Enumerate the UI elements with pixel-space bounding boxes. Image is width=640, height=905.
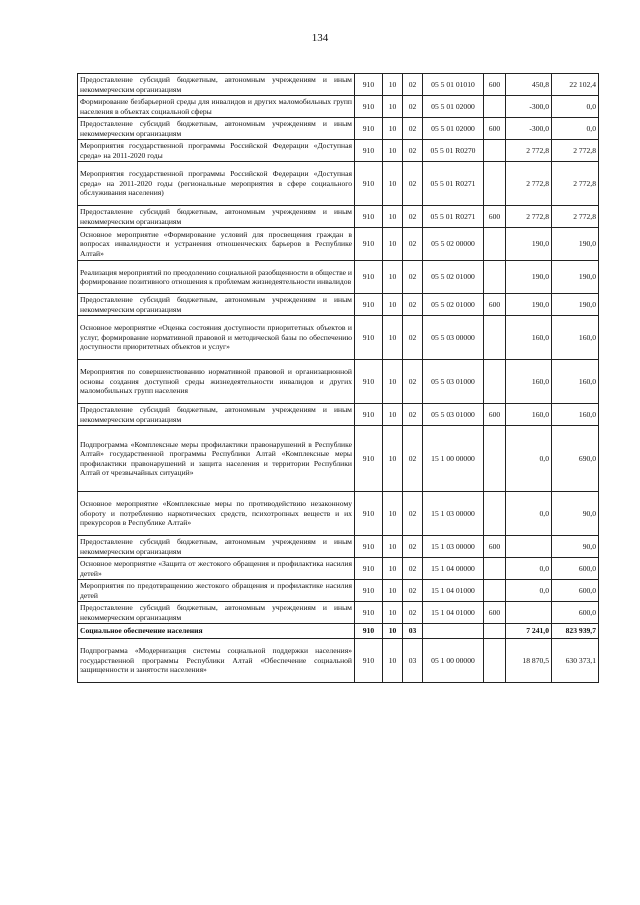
row-target-article-cell: 05 5 02 01000 (423, 261, 484, 294)
row-code-subsection-cell: 02 (403, 536, 423, 558)
row-amount-total-cell: 190,0 (552, 294, 599, 316)
row-expense-type-cell (484, 96, 506, 118)
row-name-cell: Предоставление субсидий бюджетным, автономным учреждениям и иным некоммерческим организациям (78, 404, 355, 426)
row-name-cell: Основное мероприятие «Комплексные меры по противодействию незаконному обороту и потреблению наркотических средств, психотропных веществ и их прекурсоров в Республике Алтай» (78, 492, 355, 536)
table-row (78, 118, 599, 140)
row-amount-total-cell: 630 373,1 (552, 639, 599, 683)
row-code-subsection-cell: 02 (403, 492, 423, 536)
table-row (78, 294, 599, 316)
row-code-section-cell: 10 (383, 580, 403, 602)
row-target-article-cell: 05 5 01 02000 (423, 96, 484, 118)
row-amount-total-cell: 160,0 (552, 316, 599, 360)
row-code-section-cell: 10 (383, 536, 403, 558)
row-code-admin-cell: 910 (355, 316, 383, 360)
row-code-admin-cell: 910 (355, 140, 383, 162)
row-code-section-cell: 10 (383, 261, 403, 294)
row-code-subsection-cell: 03 (403, 624, 423, 639)
table-row (78, 602, 599, 624)
row-code-admin-cell: 910 (355, 206, 383, 228)
row-name-cell: Предоставление субсидий бюджетным, автономным учреждениям и иным некоммерческим организациям (78, 206, 355, 228)
row-code-subsection-cell: 02 (403, 261, 423, 294)
table-row (78, 624, 599, 639)
row-code-admin-cell: 910 (355, 404, 383, 426)
row-target-article-cell (423, 624, 484, 639)
table-row (78, 492, 599, 536)
row-name-cell: Формирование безбарьерной среды для инвалидов и других маломобильных групп населения в объектах социальной сферы (78, 96, 355, 118)
row-code-admin-cell: 910 (355, 96, 383, 118)
row-name-cell: Реализация мероприятий по преодолению социальной разобщенности в обществе и формирование позитивного отношения к проблемам жизнедеятельности инвалидов (78, 261, 355, 294)
row-amount-change-cell: 2 772,8 (506, 162, 552, 206)
row-code-section-cell: 10 (383, 360, 403, 404)
row-expense-type-cell (484, 492, 506, 536)
row-amount-change-cell (506, 536, 552, 558)
table-row (78, 228, 599, 261)
row-code-admin-cell: 910 (355, 558, 383, 580)
row-code-admin-cell: 910 (355, 580, 383, 602)
row-code-section-cell: 10 (383, 602, 403, 624)
row-expense-type-cell: 600 (484, 206, 506, 228)
row-code-section-cell: 10 (383, 74, 403, 96)
row-amount-change-cell: 0,0 (506, 492, 552, 536)
row-code-admin-cell: 910 (355, 261, 383, 294)
row-expense-type-cell (484, 228, 506, 261)
table-row (78, 316, 599, 360)
table-row (78, 536, 599, 558)
row-code-subsection-cell: 03 (403, 639, 423, 683)
row-target-article-cell: 15 1 00 00000 (423, 426, 484, 492)
row-expense-type-cell (484, 558, 506, 580)
row-code-subsection-cell: 02 (403, 140, 423, 162)
row-code-admin-cell: 910 (355, 118, 383, 140)
row-amount-total-cell: 600,0 (552, 558, 599, 580)
row-amount-total-cell: 2 772,8 (552, 206, 599, 228)
row-name-cell: Мероприятия государственной программы Российской Федерации «Доступная среда» на 2011-2020 годы (региональные мероприятия в сфере социального обслуживания населения) (78, 162, 355, 206)
row-amount-total-cell: 2 772,8 (552, 162, 599, 206)
row-amount-change-cell: 190,0 (506, 228, 552, 261)
row-code-section-cell: 10 (383, 162, 403, 206)
row-code-subsection-cell: 02 (403, 206, 423, 228)
row-code-section-cell: 10 (383, 96, 403, 118)
table-row (78, 558, 599, 580)
row-expense-type-cell: 600 (484, 602, 506, 624)
row-name-cell: Основное мероприятие «Оценка состояния доступности приоритетных объектов и услуг, формирование нормативной правовой и методической базы по обеспечению доступности приоритетных объектов и услуг» (78, 316, 355, 360)
row-name-cell: Подпрограмма «Комплексные меры профилактики правонарушений в Республике Алтай» государственной программы Республики Алтай «Комплексные меры профилактики правонарушений и защита населения и территории Республики Алтай от чрезвычайных ситуаций» (78, 426, 355, 492)
row-target-article-cell: 15 1 03 00000 (423, 536, 484, 558)
row-code-subsection-cell: 02 (403, 74, 423, 96)
row-amount-change-cell: 0,0 (506, 580, 552, 602)
row-name-cell: Предоставление субсидий бюджетным, автономным учреждениям и иным некоммерческим организациям (78, 602, 355, 624)
row-amount-change-cell: 2 772,8 (506, 140, 552, 162)
row-amount-total-cell: 2 772,8 (552, 140, 599, 162)
row-expense-type-cell: 600 (484, 118, 506, 140)
row-name-cell: Предоставление субсидий бюджетным, автономным учреждениям и иным некоммерческим организациям (78, 536, 355, 558)
row-expense-type-cell (484, 162, 506, 206)
row-code-subsection-cell: 02 (403, 162, 423, 206)
row-code-section-cell: 10 (383, 294, 403, 316)
row-code-section-cell: 10 (383, 316, 403, 360)
row-target-article-cell: 05 1 00 00000 (423, 639, 484, 683)
table-row (78, 404, 599, 426)
row-expense-type-cell: 600 (484, 536, 506, 558)
row-expense-type-cell (484, 580, 506, 602)
row-code-admin-cell: 910 (355, 162, 383, 206)
table-row (78, 162, 599, 206)
row-amount-total-cell: 0,0 (552, 96, 599, 118)
row-code-subsection-cell: 02 (403, 294, 423, 316)
row-target-article-cell: 05 5 02 00000 (423, 228, 484, 261)
row-expense-type-cell: 600 (484, 74, 506, 96)
row-code-admin-cell: 910 (355, 228, 383, 261)
row-target-article-cell: 05 5 03 01000 (423, 404, 484, 426)
row-code-section-cell: 10 (383, 558, 403, 580)
row-name-cell: Мероприятия по совершенствованию нормативной правовой и организационной основы создания доступной среды жизнедеятельности инвалидов и других маломобильных групп населения (78, 360, 355, 404)
table-row (78, 639, 599, 683)
row-name-cell: Предоставление субсидий бюджетным, автономным учреждениям и иным некоммерческим организациям (78, 74, 355, 96)
row-amount-change-cell: 2 772,8 (506, 206, 552, 228)
row-target-article-cell: 05 5 01 01010 (423, 74, 484, 96)
row-amount-change-cell: 0,0 (506, 426, 552, 492)
row-amount-total-cell: 690,0 (552, 426, 599, 492)
row-amount-change-cell (506, 602, 552, 624)
row-code-admin-cell: 910 (355, 426, 383, 492)
row-code-subsection-cell: 02 (403, 558, 423, 580)
row-amount-change-cell: 160,0 (506, 316, 552, 360)
table-row (78, 74, 599, 96)
row-amount-total-cell: 823 939,7 (552, 624, 599, 639)
row-amount-change-cell: -300,0 (506, 118, 552, 140)
table-row (78, 426, 599, 492)
row-target-article-cell: 05 5 03 01000 (423, 360, 484, 404)
row-expense-type-cell: 600 (484, 404, 506, 426)
row-code-section-cell: 10 (383, 492, 403, 536)
row-name-cell: Мероприятия по предотвращению жестокого обращения и профилактике насилия детей (78, 580, 355, 602)
row-code-section-cell: 10 (383, 426, 403, 492)
row-code-section-cell: 10 (383, 639, 403, 683)
row-code-section-cell: 10 (383, 404, 403, 426)
table-row (78, 140, 599, 162)
row-code-subsection-cell: 02 (403, 316, 423, 360)
row-code-admin-cell: 910 (355, 74, 383, 96)
row-target-article-cell: 05 5 02 01000 (423, 294, 484, 316)
row-expense-type-cell (484, 140, 506, 162)
row-amount-total-cell: 600,0 (552, 602, 599, 624)
row-target-article-cell: 15 1 04 01000 (423, 602, 484, 624)
row-code-subsection-cell: 02 (403, 118, 423, 140)
row-name-cell: Подпрограмма «Модернизация системы социальной поддержки населения» государственной программы Республики Алтай «Обеспечение социальной защищенности и занятости населения» (78, 639, 355, 683)
row-target-article-cell: 05 5 01 R0270 (423, 140, 484, 162)
row-target-article-cell: 05 5 01 02000 (423, 118, 484, 140)
row-name-cell: Предоставление субсидий бюджетным, автономным учреждениям и иным некоммерческим организациям (78, 294, 355, 316)
table-row (78, 580, 599, 602)
row-amount-total-cell: 0,0 (552, 118, 599, 140)
row-code-section-cell: 10 (383, 118, 403, 140)
table-row (78, 261, 599, 294)
row-amount-total-cell: 90,0 (552, 536, 599, 558)
table-row (78, 360, 599, 404)
row-expense-type-cell (484, 316, 506, 360)
row-name-cell: Основное мероприятие «Формирование условий для просвещения граждан в вопросах инвалидности и устранения отношенческих барьеров в Республике Алтай» (78, 228, 355, 261)
row-amount-change-cell: 160,0 (506, 360, 552, 404)
row-target-article-cell: 15 1 03 00000 (423, 492, 484, 536)
row-code-subsection-cell: 02 (403, 96, 423, 118)
row-code-subsection-cell: 02 (403, 228, 423, 261)
row-amount-total-cell: 90,0 (552, 492, 599, 536)
row-code-section-cell: 10 (383, 624, 403, 639)
row-amount-change-cell: -300,0 (506, 96, 552, 118)
row-name-cell: Предоставление субсидий бюджетным, автономным учреждениям и иным некоммерческим организациям (78, 118, 355, 140)
row-code-subsection-cell: 02 (403, 602, 423, 624)
row-amount-change-cell: 450,8 (506, 74, 552, 96)
row-amount-total-cell: 190,0 (552, 261, 599, 294)
row-target-article-cell: 05 5 03 00000 (423, 316, 484, 360)
row-target-article-cell: 15 1 04 00000 (423, 558, 484, 580)
row-expense-type-cell (484, 360, 506, 404)
row-code-subsection-cell: 02 (403, 360, 423, 404)
row-amount-total-cell: 22 102,4 (552, 74, 599, 96)
row-code-admin-cell: 910 (355, 536, 383, 558)
row-name-cell: Основное мероприятие «Защита от жестокого обращения и профилактика насилия детей» (78, 558, 355, 580)
table-row (78, 206, 599, 228)
row-code-admin-cell: 910 (355, 602, 383, 624)
row-code-subsection-cell: 02 (403, 580, 423, 602)
row-amount-change-cell: 190,0 (506, 261, 552, 294)
row-name-cell: Социальное обеспечение населения (78, 624, 355, 639)
row-code-admin-cell: 910 (355, 624, 383, 639)
row-amount-change-cell: 0,0 (506, 558, 552, 580)
table-row (78, 96, 599, 118)
row-expense-type-cell: 600 (484, 294, 506, 316)
row-expense-type-cell (484, 624, 506, 639)
row-amount-total-cell: 190,0 (552, 228, 599, 261)
row-amount-change-cell: 18 870,5 (506, 639, 552, 683)
row-code-admin-cell: 910 (355, 294, 383, 316)
row-code-subsection-cell: 02 (403, 404, 423, 426)
row-code-admin-cell: 910 (355, 360, 383, 404)
row-target-article-cell: 05 5 01 R0271 (423, 162, 484, 206)
row-code-admin-cell: 910 (355, 639, 383, 683)
row-amount-change-cell: 160,0 (506, 404, 552, 426)
row-amount-total-cell: 160,0 (552, 360, 599, 404)
row-code-admin-cell: 910 (355, 492, 383, 536)
row-expense-type-cell (484, 639, 506, 683)
row-code-section-cell: 10 (383, 228, 403, 261)
row-code-section-cell: 10 (383, 140, 403, 162)
row-expense-type-cell (484, 426, 506, 492)
page-number: 134 (311, 32, 329, 44)
row-amount-change-cell: 190,0 (506, 294, 552, 316)
row-amount-total-cell: 600,0 (552, 580, 599, 602)
row-code-subsection-cell: 02 (403, 426, 423, 492)
row-name-cell: Мероприятия государственной программы Российской Федерации «Доступная среда» на 2011-2020 годы (78, 140, 355, 162)
row-amount-change-cell: 7 241,0 (506, 624, 552, 639)
budget-table (77, 73, 599, 683)
row-expense-type-cell (484, 261, 506, 294)
row-amount-total-cell: 160,0 (552, 404, 599, 426)
row-code-section-cell: 10 (383, 206, 403, 228)
row-target-article-cell: 15 1 04 01000 (423, 580, 484, 602)
row-target-article-cell: 05 5 01 R0271 (423, 206, 484, 228)
